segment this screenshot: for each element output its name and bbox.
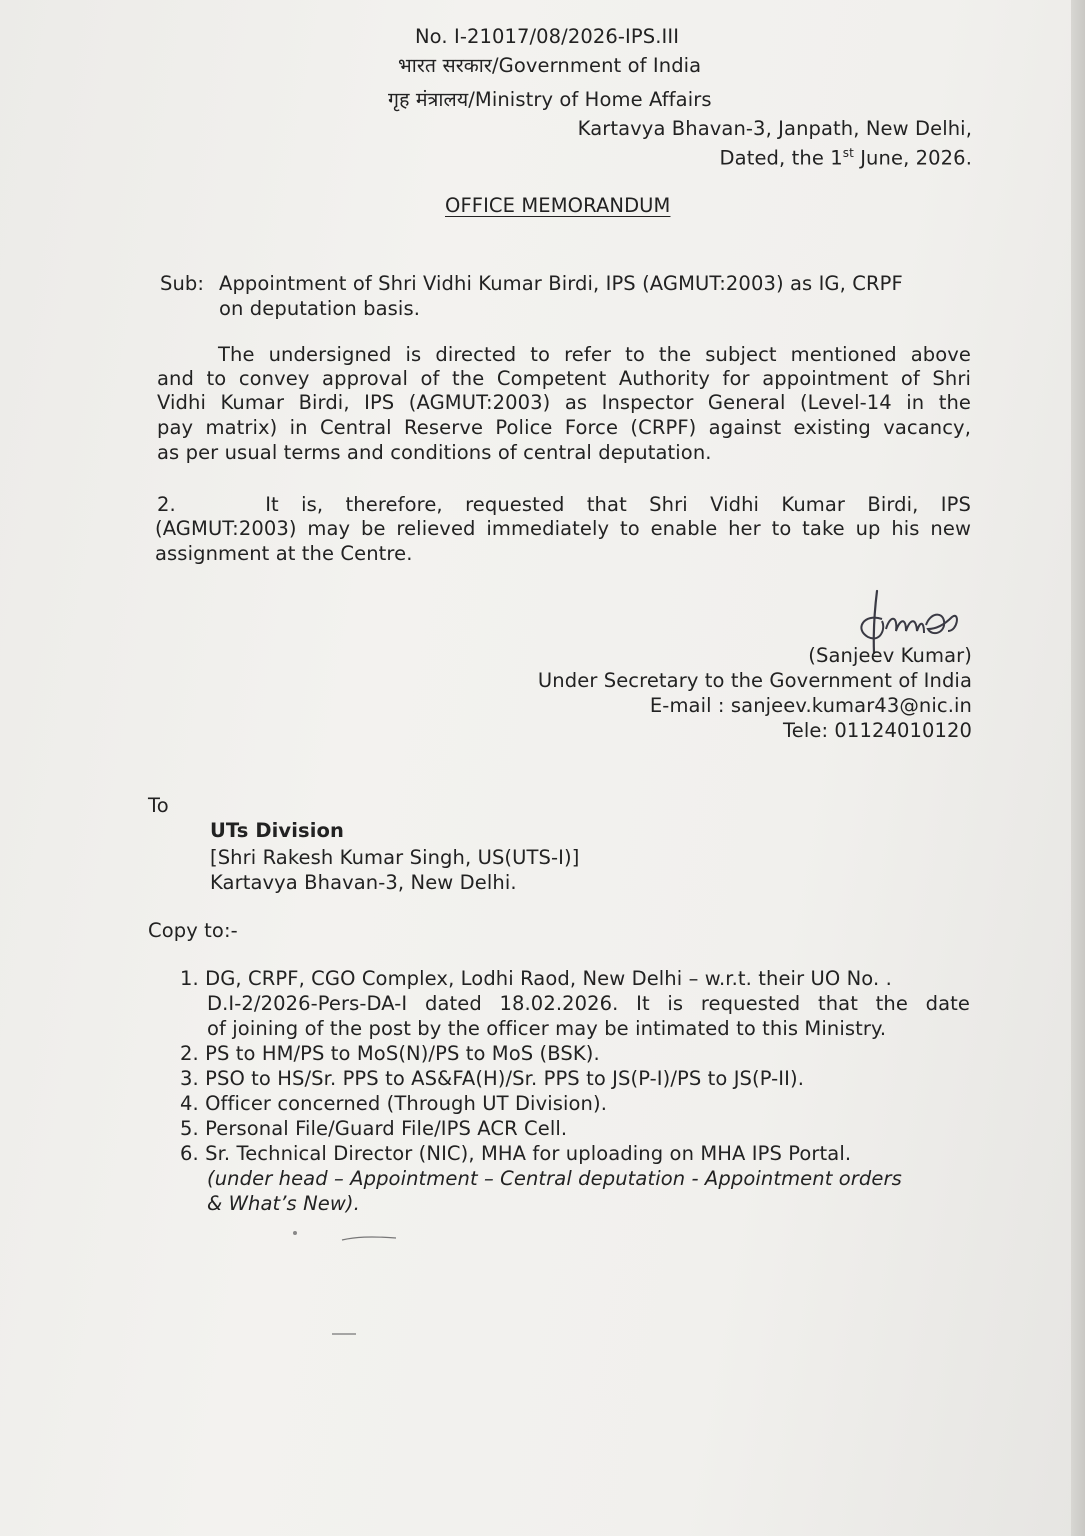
- memo-title: OFFICE MEMORANDUM: [445, 194, 671, 217]
- copy-to-item-cont: of joining of the post by the officer may be intimated to this Ministry.: [207, 1017, 887, 1040]
- to-address: Kartavya Bhavan-3, New Delhi.: [210, 871, 517, 894]
- government-line: भारत सरकार/Government of India: [398, 54, 702, 77]
- stray-pen-mark: [340, 1232, 400, 1244]
- to-division: UTs Division: [210, 819, 344, 842]
- copy-to-item-cont: & What’s New).: [207, 1192, 360, 1215]
- signatory-name: (Sanjeev Kumar): [808, 644, 972, 667]
- subject-line-2: on deputation basis.: [219, 297, 421, 320]
- copy-to-item: 2. PS to HM/PS to MoS(N)/PS to MoS (BSK).: [180, 1042, 600, 1065]
- copy-to-item-cont: (under head – Appointment – Central deputation - Appointment orders: [207, 1167, 902, 1190]
- para2-line: assignment at the Centre.: [155, 542, 413, 565]
- subject-label: Sub:: [160, 272, 205, 295]
- copy-to-label: Copy to:-: [148, 919, 238, 942]
- para1-line: as per usual terms and conditions of central deputation.: [157, 441, 712, 464]
- signatory-email: E-mail : sanjeev.kumar43@nic.in: [649, 694, 972, 717]
- file-number: No. I-21017/08/2026-IPS.III: [415, 25, 680, 48]
- para1-line: and to convey approval of the Competent Authority for appointment of Shri: [157, 367, 971, 390]
- signatory-designation: Under Secretary to the Government of India: [537, 669, 972, 692]
- para1-line: pay matrix) in Central Reserve Police Force (CRPF) against existing vacancy,: [157, 416, 971, 439]
- copy-to-item: 3. PSO to HS/Sr. PPS to AS&FA(H)/Sr. PPS to JS(P-I)/PS to JS(P-II).: [180, 1067, 805, 1090]
- signatory-tele: Tele: 01124010120: [783, 719, 972, 742]
- stray-dot-mark: [290, 1228, 300, 1238]
- copy-to-item: 1. DG, CRPF, CGO Complex, Lodhi Raod, New Delhi – w.r.t. their UO No. .: [180, 967, 892, 990]
- stray-pen-mark: [330, 1330, 360, 1338]
- date-line: Dated, the 1st June, 2026.: [719, 146, 972, 170]
- copy-to-item: 6. Sr. Technical Director (NIC), MHA for uploading on MHA IPS Portal.: [180, 1142, 852, 1165]
- para2-line: (AGMUT:2003) may be relieved immediately to enable her to take up his new: [155, 517, 971, 540]
- para1-line: The undersigned is directed to refer to the subject mentioned above: [218, 343, 971, 366]
- ministry-line: गृह मंत्रालय/Ministry of Home Affairs: [388, 88, 712, 111]
- address-line: Kartavya Bhavan-3, Janpath, New Delhi,: [577, 117, 972, 140]
- subject-line-1: Appointment of Shri Vidhi Kumar Birdi, IPS (AGMUT:2003) as IG, CRPF: [219, 272, 903, 295]
- para1-line: Vidhi Kumar Birdi, IPS (AGMUT:2003) as Inspector General (Level-14 in the: [157, 391, 971, 414]
- copy-to-item: 5. Personal File/Guard File/IPS ACR Cell.: [180, 1117, 568, 1140]
- to-officer: [Shri Rakesh Kumar Singh, US(UTS-I)]: [210, 846, 580, 869]
- page-edge-shadow: [1071, 0, 1085, 1536]
- para2-line: 2. It is, therefore, requested that Shri Vidhi Kumar Birdi, IPS: [157, 493, 971, 516]
- copy-to-item: 4. Officer concerned (Through UT Division).: [180, 1092, 608, 1115]
- to-label: To: [148, 794, 169, 817]
- copy-to-item-cont: D.I-2/2026-Pers-DA-I dated 18.02.2026. It is requested that the date: [207, 992, 970, 1015]
